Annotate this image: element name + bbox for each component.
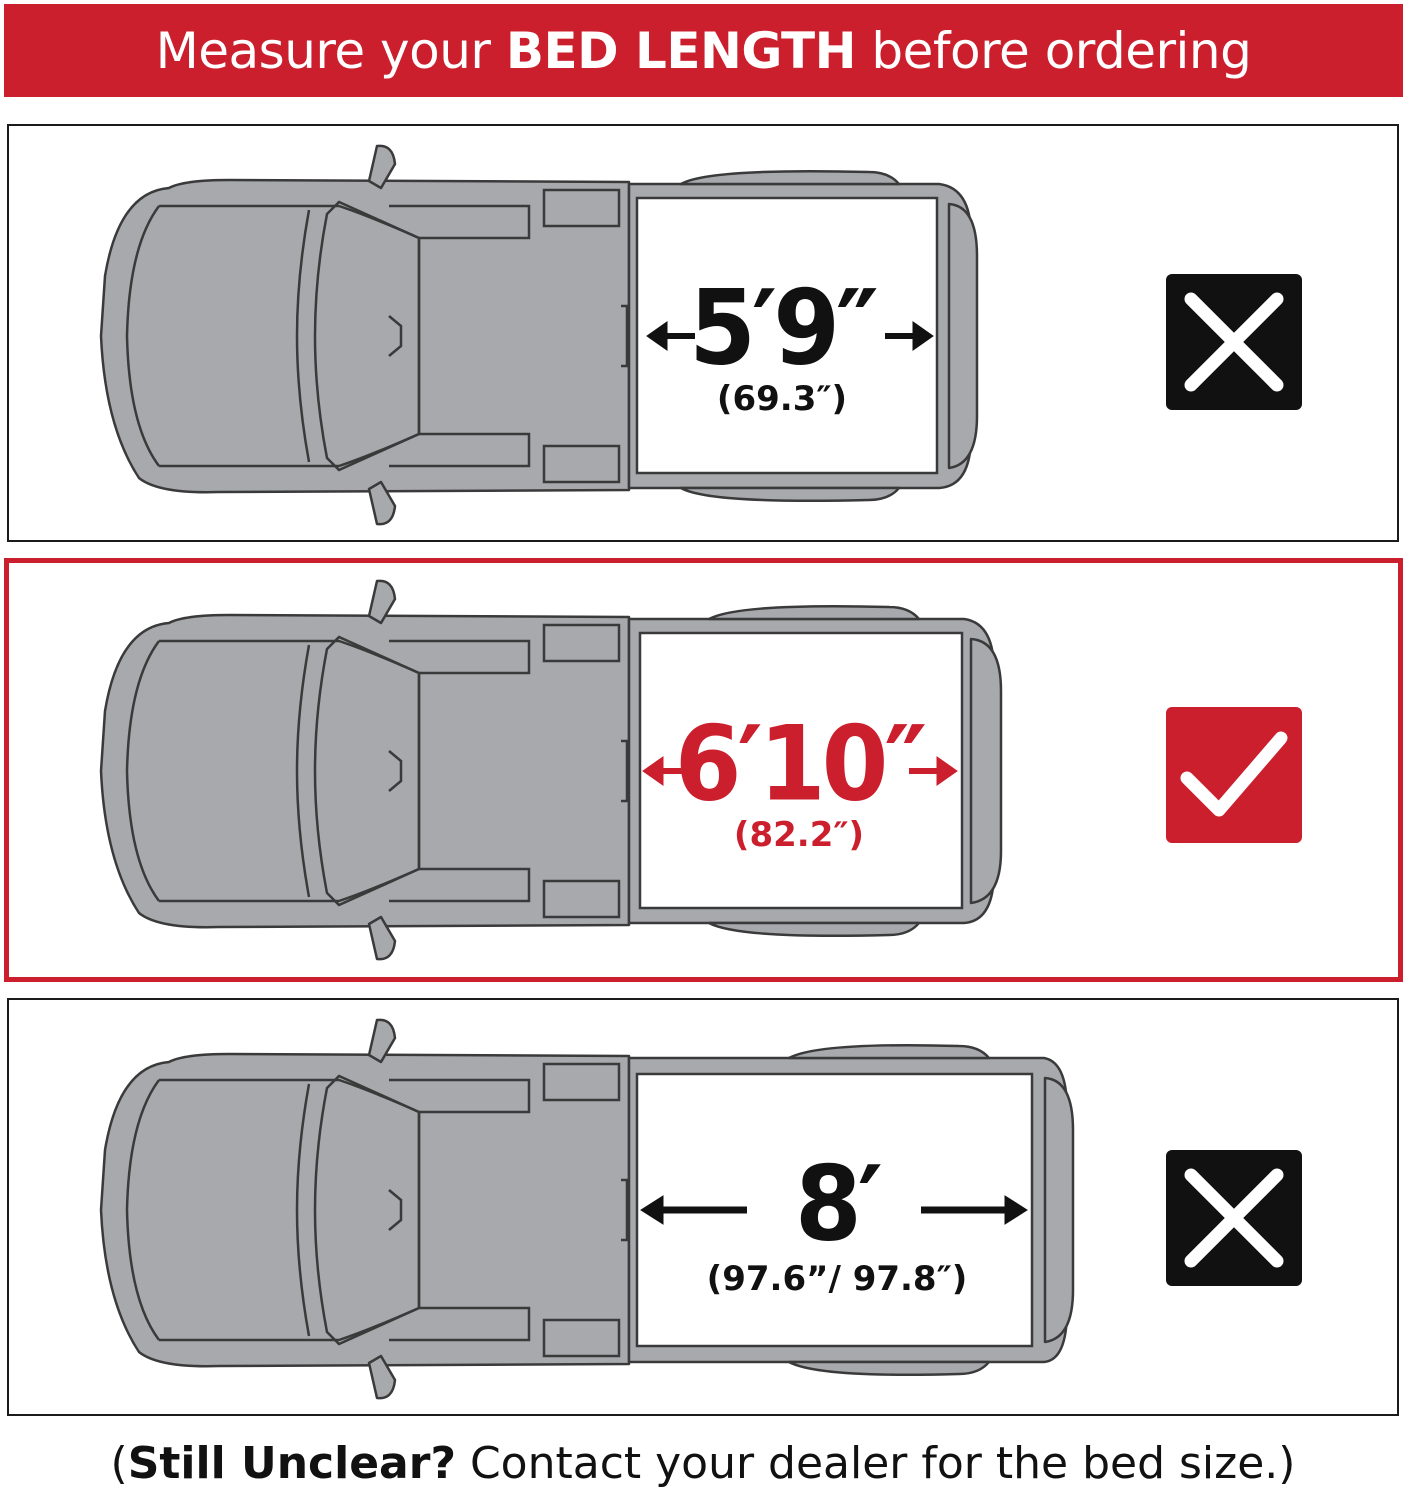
x-icon [1166,1150,1302,1286]
bed-length-label: 5′9″ [689,267,875,389]
footer-bold: Still Unclear? [127,1438,456,1489]
header-text-pre: Measure your [155,21,506,80]
header-banner [4,4,1403,97]
bed-length-inches: (97.6”/ 97.8″) [706,1259,968,1299]
bed-length-inches: (69.3″) [716,379,848,419]
header-text-post: before ordering [856,21,1252,80]
bed-option-panel-short [7,124,1399,542]
footer-note [0,1438,1406,1489]
bed-length-label: 8′ [794,1143,880,1265]
footer-rest: Contact your dealer for the bed size.) [455,1438,1296,1489]
checkmark-icon [1166,707,1302,843]
bed-option-panel-standard [4,558,1403,982]
footer-open: ( [110,1438,128,1489]
bed-option-panel-long [7,998,1399,1416]
x-icon [1166,274,1302,410]
header-title [156,22,1252,80]
bed-length-inches: (82.2″) [733,815,865,855]
bed-length-label: 6′10″ [674,703,924,825]
header-text-bold: BED LENGTH [505,21,856,80]
